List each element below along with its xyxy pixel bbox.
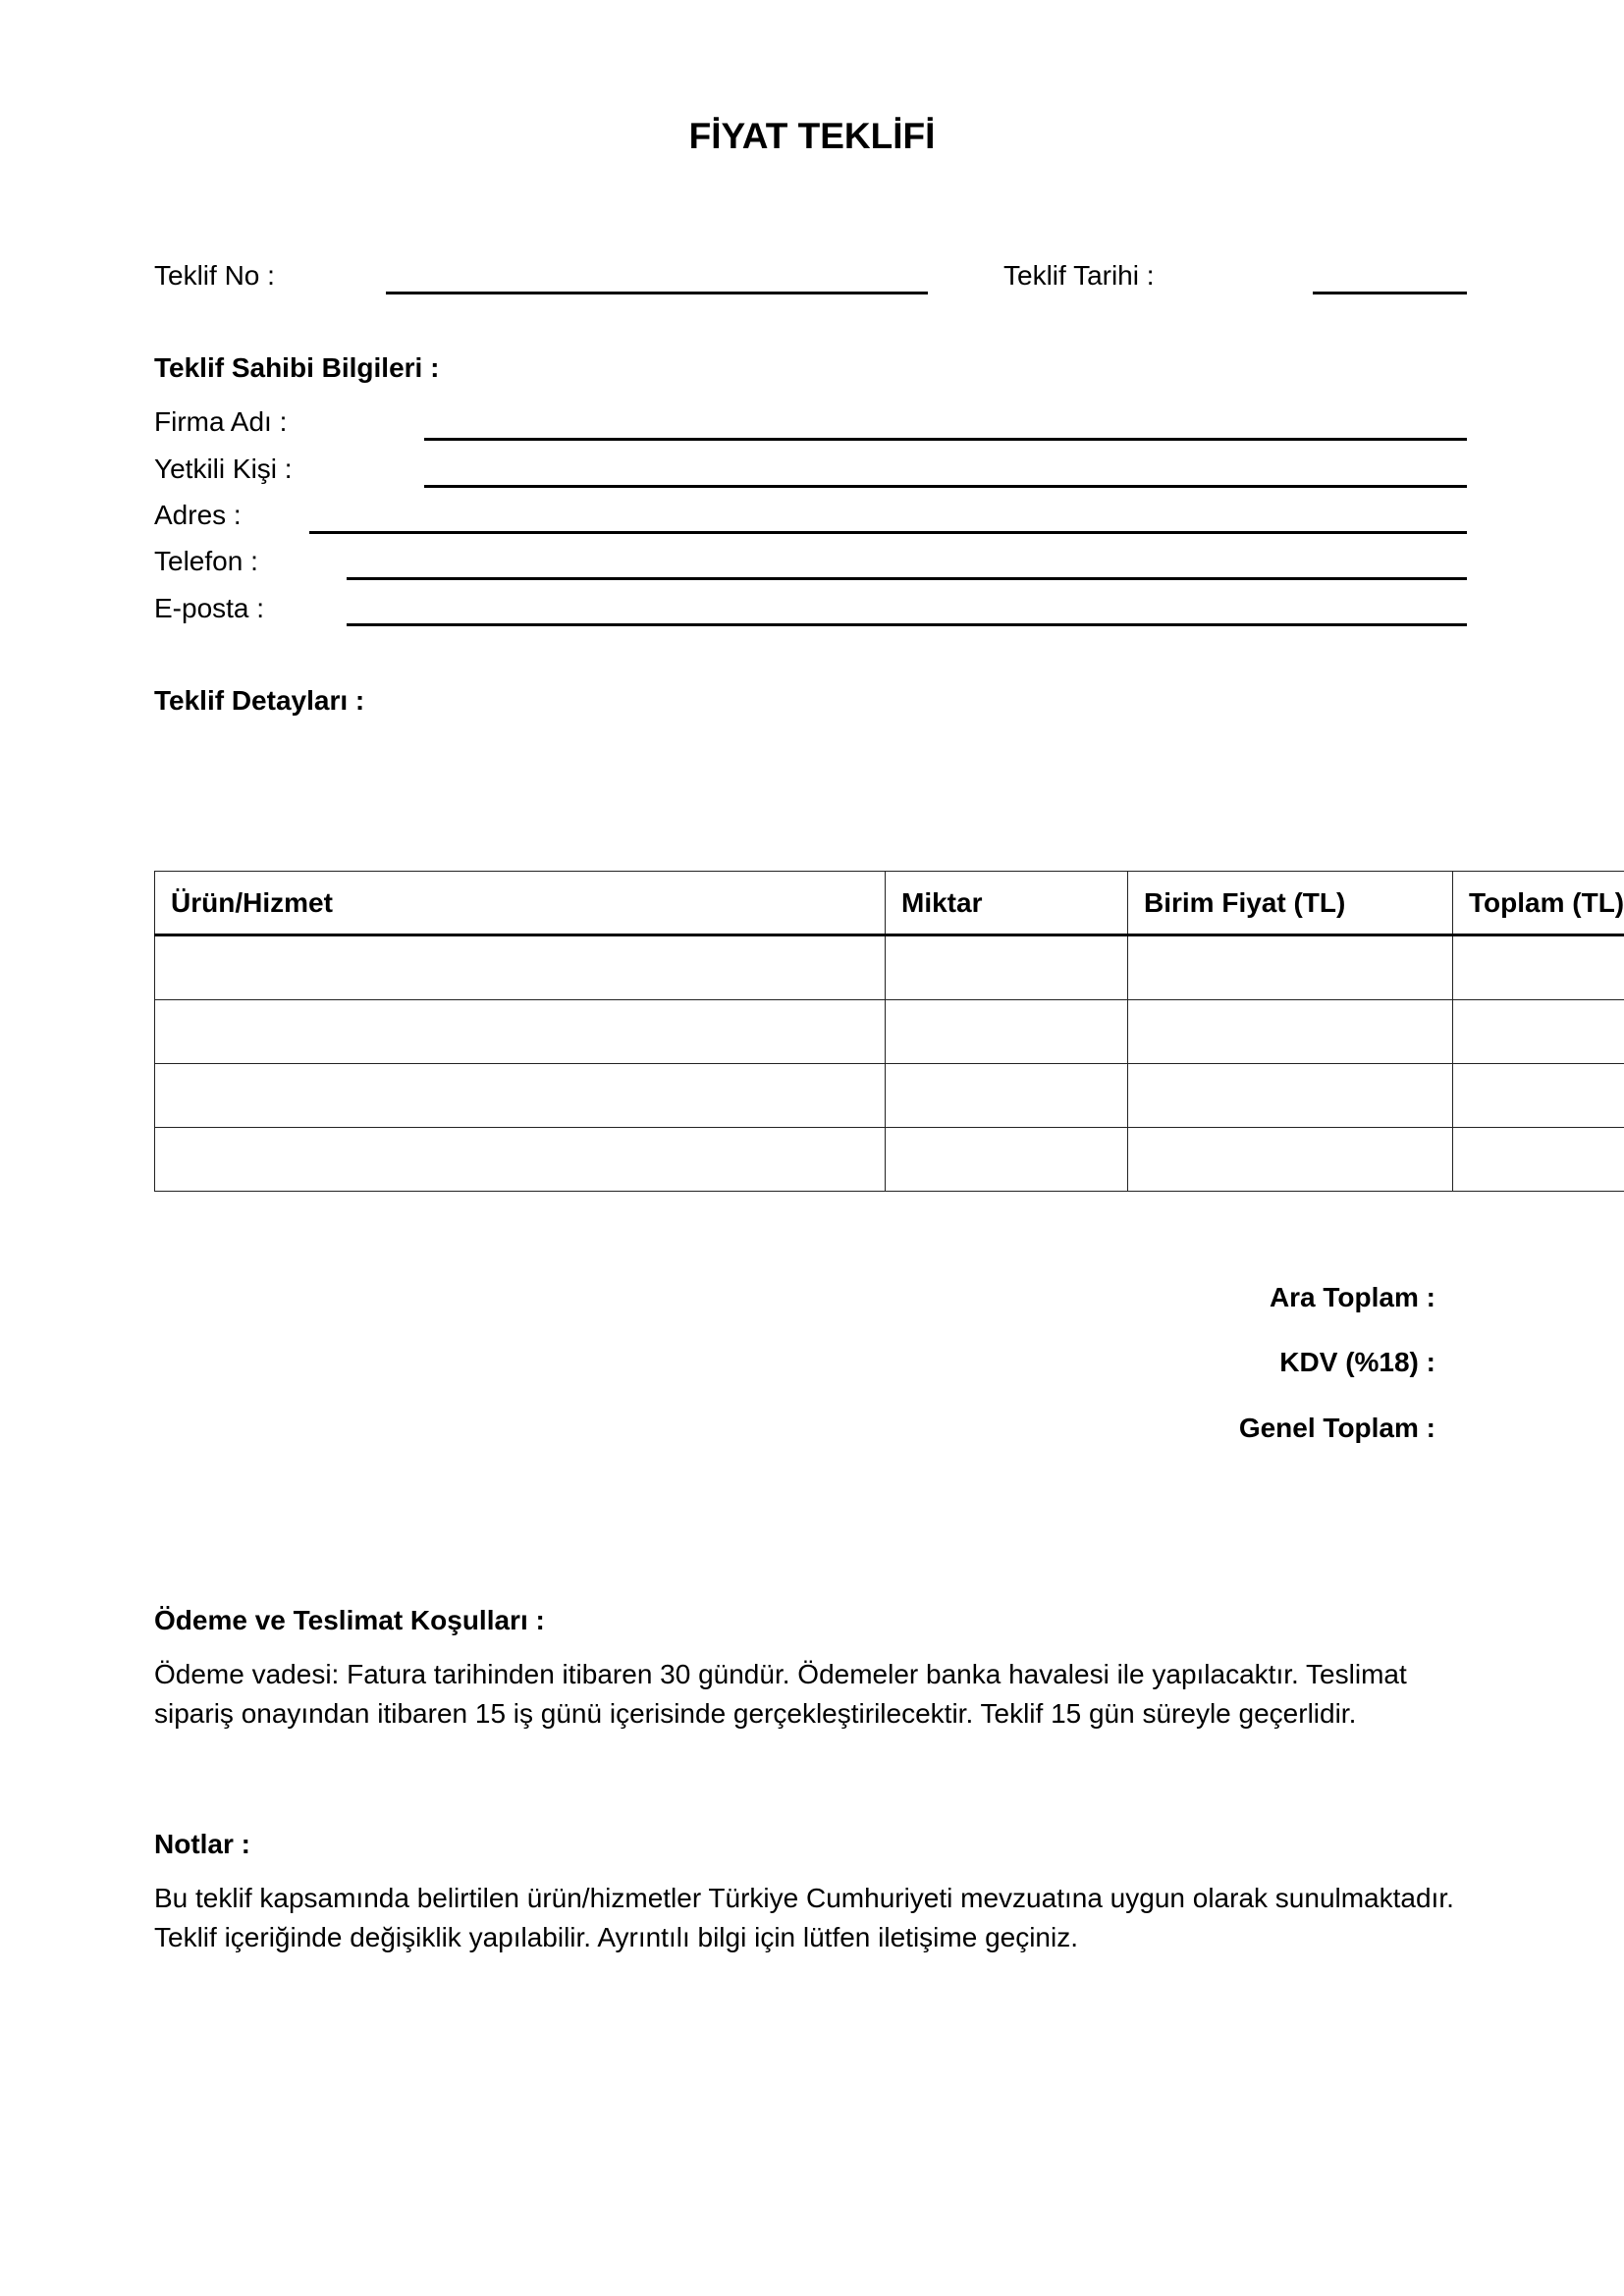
contact-person-field[interactable]: [424, 485, 1467, 488]
company-name-label: Firma Adı :: [154, 406, 288, 437]
document-title: FİYAT TEKLİFİ: [688, 116, 936, 156]
quote-date-field[interactable]: [1313, 292, 1467, 294]
phone-field[interactable]: [347, 577, 1467, 580]
notes-line: Teklif içeriğinde değişiklik yapılabilir. Ayrıntılı bilgi için lütfen iletişime geçiniz.: [154, 1922, 1079, 1952]
payment-terms-line: sipariş onayından itibaren 15 iş günü içerisinde gerçekleştirilecektir. Teklif 15 gün süreyle geçerlidir.: [154, 1698, 1357, 1729]
phone-label: Telefon :: [154, 546, 258, 576]
table-cell[interactable]: [155, 1064, 886, 1128]
table-cell[interactable]: [886, 1000, 1128, 1064]
issuer-heading: Teklif Sahibi Bilgileri :: [154, 352, 440, 383]
address-field[interactable]: [309, 531, 1467, 534]
table-row: [155, 935, 1624, 1000]
table-cell[interactable]: [155, 1128, 886, 1192]
notes-heading: Notlar :: [154, 1829, 250, 1859]
table-cell[interactable]: [886, 1064, 1128, 1128]
grand-total-label: Genel Toplam :: [1238, 1413, 1435, 1443]
company-name-field[interactable]: [424, 438, 1467, 441]
table-cell[interactable]: [1128, 1128, 1453, 1192]
table-cell[interactable]: [155, 935, 886, 1000]
table-header-row: [155, 872, 1624, 935]
table-cell[interactable]: [1128, 1064, 1453, 1128]
notes-text: [154, 1879, 1489, 1957]
table-cell[interactable]: [1453, 935, 1624, 1000]
table-row: [155, 1128, 1624, 1192]
payment-terms-heading: Ödeme ve Teslimat Koşulları :: [154, 1605, 545, 1635]
column-header-total: Toplam (TL): [1453, 872, 1624, 935]
column-header-unit-price: Birim Fiyat (TL): [1128, 872, 1453, 935]
vat-label: KDV (%18) :: [1279, 1347, 1435, 1377]
items-table: [154, 871, 1624, 1192]
table-row: [155, 1064, 1624, 1128]
table-cell[interactable]: [1128, 935, 1453, 1000]
column-header-quantity: Miktar: [886, 872, 1128, 935]
table-cell[interactable]: [886, 935, 1128, 1000]
table-cell[interactable]: [886, 1128, 1128, 1192]
quote-no-field[interactable]: [386, 292, 928, 294]
quote-no-label: Teklif No :: [154, 260, 275, 291]
table-cell[interactable]: [155, 1000, 886, 1064]
address-label: Adres :: [154, 500, 242, 530]
subtotal-label: Ara Toplam :: [1269, 1282, 1435, 1312]
contact-person-label: Yetkili Kişi :: [154, 454, 293, 484]
email-label: E-posta :: [154, 593, 265, 623]
notes-line: Bu teklif kapsamında belirtilen ürün/hizmetler Türkiye Cumhuriyeti mevzuatına uygun olarak sunulmaktadır.: [154, 1883, 1454, 1913]
payment-terms-text: [154, 1655, 1489, 1734]
column-header-product: Ürün/Hizmet: [155, 872, 886, 935]
quote-date-label: Teklif Tarihi :: [1003, 260, 1155, 291]
table-row: [155, 1000, 1624, 1064]
details-heading: Teklif Detayları :: [154, 685, 365, 716]
table-cell[interactable]: [1128, 1000, 1453, 1064]
table-cell[interactable]: [1453, 1000, 1624, 1064]
table-cell[interactable]: [1453, 1064, 1624, 1128]
email-field[interactable]: [347, 623, 1467, 626]
table-cell[interactable]: [1453, 1128, 1624, 1192]
payment-terms-line: Ödeme vadesi: Fatura tarihinden itibaren 30 gündür. Ödemeler banka havalesi ile yapılacaktır. Teslimat: [154, 1659, 1407, 1689]
